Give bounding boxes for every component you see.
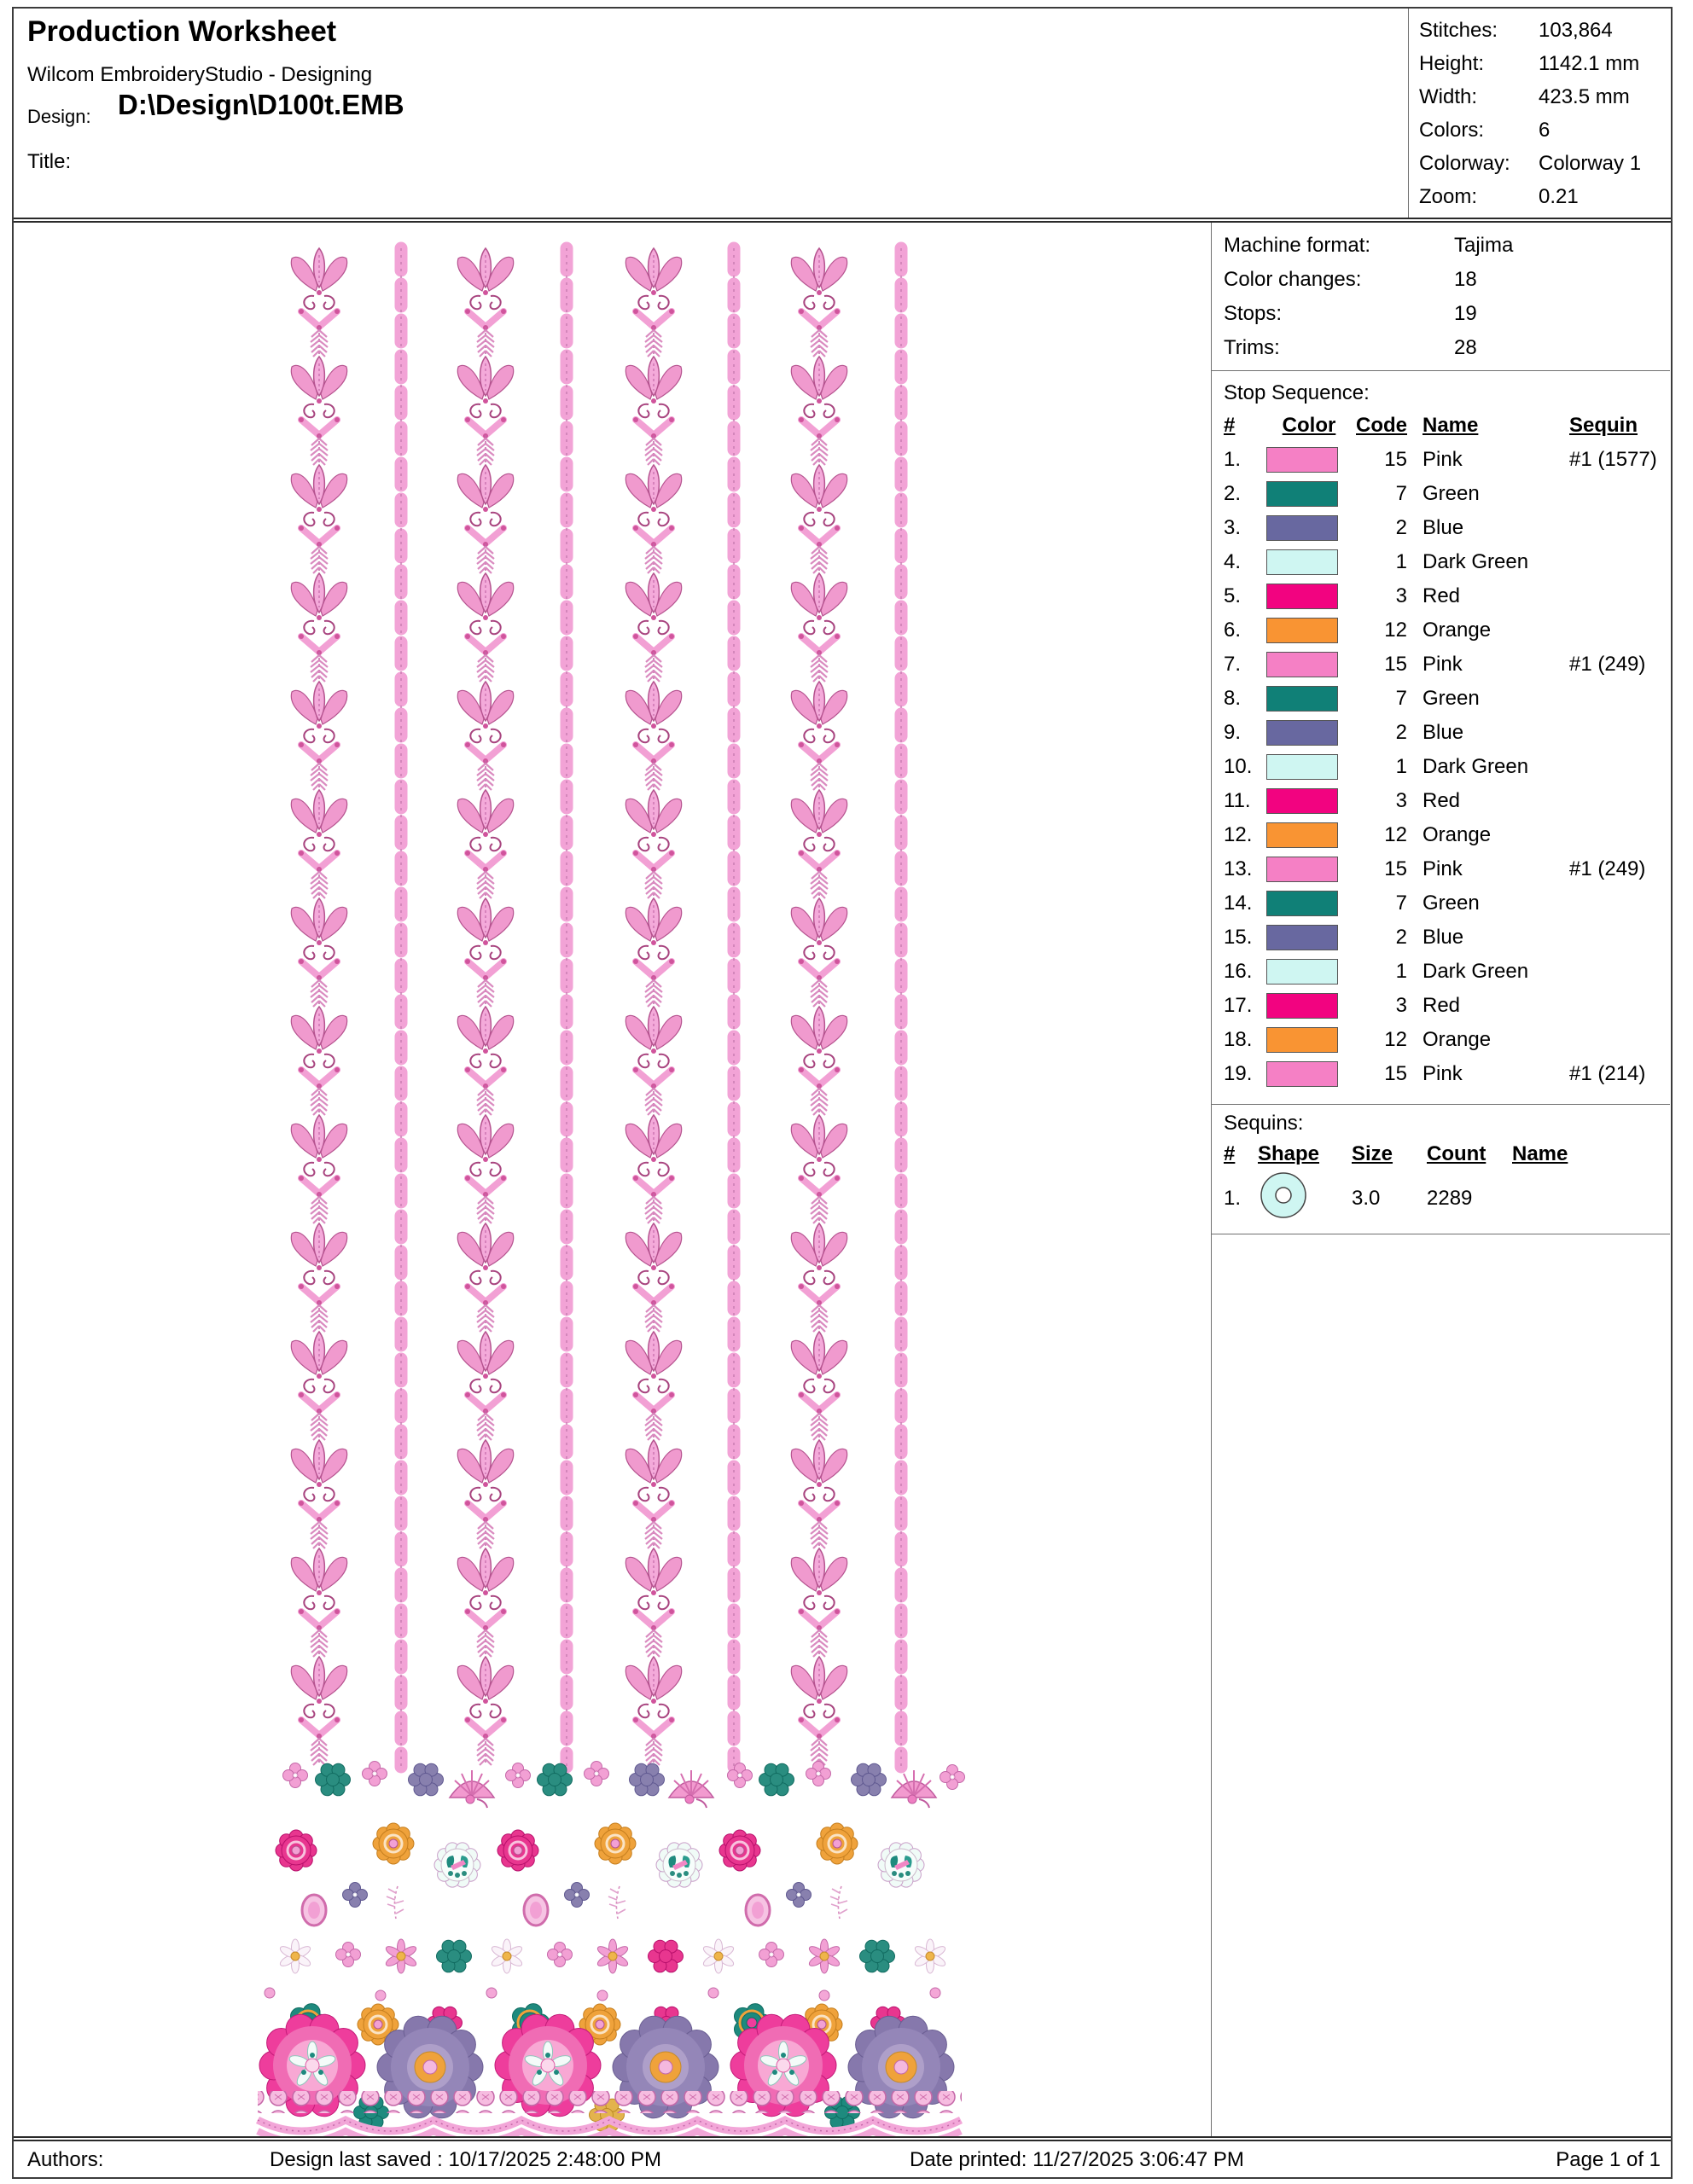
sequins-box: [1212, 1105, 1670, 1234]
sequins-title: Sequins:: [1224, 1112, 1304, 1135]
sequins-header: # Shape Size Count Name: [1224, 1142, 1568, 1165]
authors-label: Authors:: [27, 2148, 104, 2171]
info-row-width: Width: 423.5 mm: [1419, 85, 1630, 108]
design-info-box: [1408, 9, 1670, 218]
color-swatch: [1266, 754, 1338, 780]
stop-sequence-box: [1212, 371, 1670, 1105]
stop-row: 4. 1 Dark Green: [1224, 550, 1529, 573]
vertical-strips: [291, 248, 901, 1767]
stop-row: 6. 12 Orange: [1224, 619, 1492, 642]
color-swatch: [1266, 891, 1338, 916]
info-row-colors: Colors: 6: [1419, 119, 1550, 142]
info-row-zoom: Zoom: 0.21: [1419, 185, 1579, 208]
stop-row: 3. 2 Blue: [1224, 516, 1464, 539]
stop-row: 1. 15 Pink #1 (1577): [1224, 448, 1657, 471]
footer: [14, 2136, 1671, 2177]
color-swatch: [1266, 447, 1338, 473]
stop-row: 17. 3 Red: [1224, 994, 1461, 1017]
stop-row: 2. 7 Green: [1224, 482, 1480, 505]
color-swatch: [1266, 925, 1338, 950]
color-swatch: [1266, 857, 1338, 882]
last-saved-text: Design last saved : 10/17/2025 2:48:00 PM: [270, 2148, 661, 2171]
page-frame: [12, 7, 1673, 2179]
floral-border-band: [258, 1762, 965, 2137]
info-row-stitches: Stitches: 103,864: [1419, 19, 1613, 42]
stops-row: Stops: 19: [1224, 302, 1477, 325]
date-printed-text: Date printed: 11/27/2025 3:06:47 PM: [910, 2148, 1244, 2171]
machine-format-row: Machine format: Tajima: [1224, 234, 1514, 257]
header: [14, 9, 1671, 218]
stop-row: 11. 3 Red: [1224, 789, 1461, 812]
machine-info-box: [1212, 223, 1670, 371]
color-swatch: [1266, 618, 1338, 643]
stop-row: 19. 15 Pink #1 (214): [1224, 1062, 1646, 1085]
color-swatch: [1266, 686, 1338, 712]
info-row-colorway: Colorway: Colorway 1: [1419, 152, 1642, 175]
color-swatch: [1266, 481, 1338, 507]
color-changes-row: Color changes: 18: [1224, 268, 1477, 291]
page-title: Production Worksheet: [27, 15, 337, 48]
page-number: Page 1 of 1: [1556, 2148, 1661, 2171]
sequin-row: 1. 3.0 2289: [1212, 1170, 1670, 1226]
color-swatch: [1266, 720, 1338, 746]
stop-row: 16. 1 Dark Green: [1224, 960, 1529, 983]
stop-row: 15. 2 Blue: [1224, 926, 1464, 949]
stop-row: 14. 7 Green: [1224, 892, 1480, 915]
stop-row: 12. 12 Orange: [1224, 823, 1492, 846]
stop-row: 10. 1 Dark Green: [1224, 755, 1529, 778]
color-swatch: [1266, 959, 1338, 985]
right-panel: [1211, 223, 1670, 2136]
color-swatch: [1266, 1061, 1338, 1087]
stop-row: 8. 7 Green: [1224, 687, 1480, 710]
design-label: Design:: [27, 106, 91, 127]
design-path: D:\Design\D100t.EMB: [118, 89, 404, 120]
color-swatch: [1266, 652, 1338, 677]
info-row-height: Height: 1142.1 mm: [1419, 52, 1640, 75]
sequin-shape-icon: [1258, 1170, 1352, 1227]
stop-row: 5. 3 Red: [1224, 584, 1461, 607]
stop-row: 9. 2 Blue: [1224, 721, 1464, 744]
color-swatch: [1266, 993, 1338, 1019]
color-swatch: [1266, 584, 1338, 609]
stop-row: 7. 15 Pink #1 (249): [1224, 653, 1646, 676]
empty-panel: [1212, 1234, 1670, 2135]
app-name: Wilcom EmbroideryStudio - Designing: [27, 63, 373, 86]
color-swatch: [1266, 549, 1338, 575]
trims-row: Trims: 28: [1224, 336, 1477, 359]
embroidery-design-plate: [14, 223, 1211, 2136]
stop-sequence-title: Stop Sequence:: [1224, 381, 1370, 404]
color-swatch: [1266, 788, 1338, 814]
stop-row: 18. 12 Orange: [1224, 1028, 1492, 1051]
color-swatch: [1266, 1027, 1338, 1053]
stop-sequence-header: # Color Code Name Sequin: [1224, 414, 1638, 437]
title-label: Title:: [27, 150, 72, 173]
color-swatch: [1266, 515, 1338, 541]
color-swatch: [1266, 822, 1338, 848]
stop-row: 13. 15 Pink #1 (249): [1224, 857, 1646, 880]
bead-garland: [258, 2091, 962, 2113]
